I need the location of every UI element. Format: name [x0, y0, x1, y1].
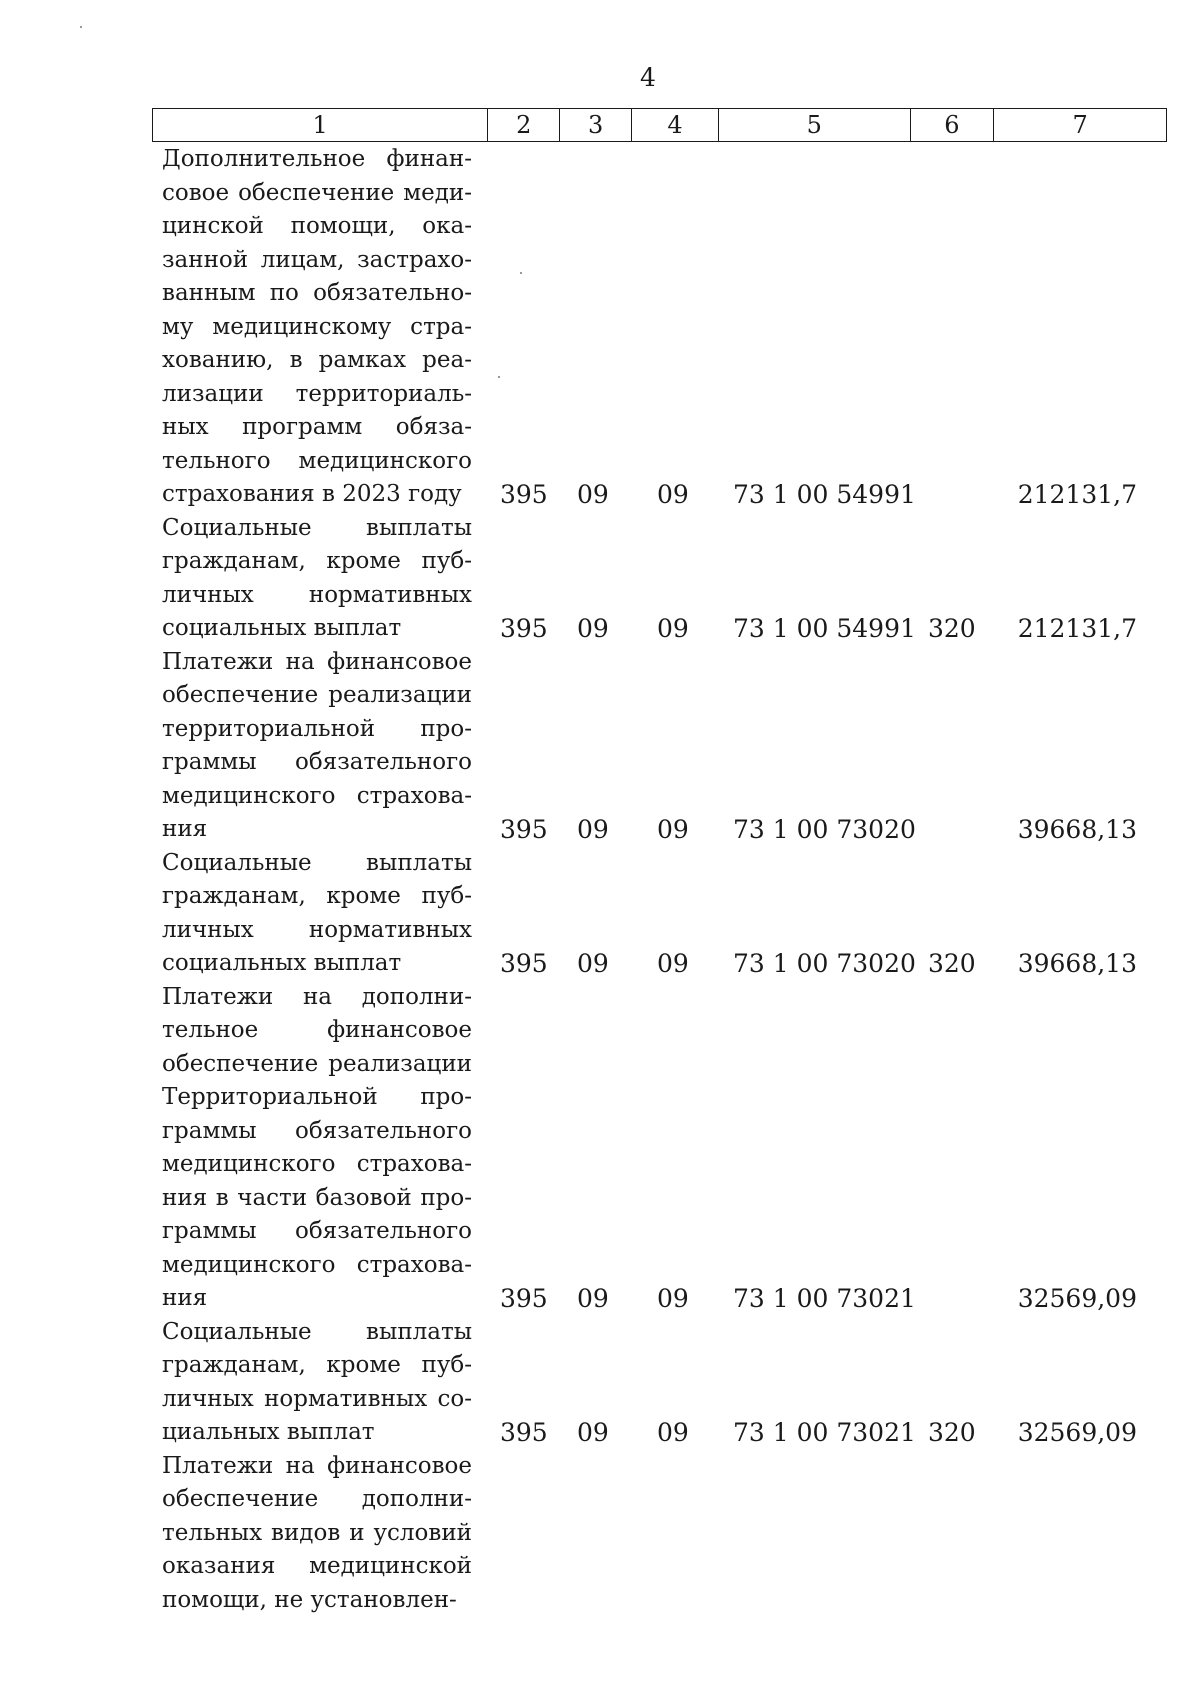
table-row: [0, 646, 1200, 847]
cell-col-2: 395: [500, 480, 548, 509]
table-header: [152, 108, 1167, 142]
description-line: обеспечение реализации: [162, 682, 472, 708]
cell-col-5: 73 1 00 54991: [733, 614, 916, 643]
description-line: занной лицам, застрахо-: [162, 246, 472, 273]
cell-col-3: 09: [577, 815, 609, 844]
row-description: [162, 981, 472, 1316]
description-line: ния в части базовой про-: [162, 1184, 472, 1211]
row-description: [162, 646, 472, 847]
description-line: совое обеспечение меди-: [162, 179, 472, 206]
table-row: [0, 1450, 1200, 1618]
description-line: социальных выплат: [162, 615, 402, 641]
cell-col-4: 09: [657, 1284, 689, 1313]
header-col-3: 3: [560, 109, 632, 141]
header-col-5: 5: [719, 109, 911, 141]
cell-col-7: 39668,13: [1017, 949, 1137, 978]
table-row: [0, 847, 1200, 981]
cell-col-3: 09: [577, 480, 609, 509]
description-line: хованию, в рамках реа-: [162, 347, 472, 373]
description-line: лизации территориаль-: [162, 380, 472, 407]
cell-col-3: 09: [577, 1418, 609, 1447]
table-row: [0, 512, 1200, 646]
cell-col-5: 73 1 00 73021: [733, 1418, 916, 1447]
cell-col-2: 395: [500, 1284, 548, 1313]
cell-col-7: 212131,7: [1017, 614, 1137, 643]
cell-col-5: 73 1 00 54991: [733, 480, 916, 509]
cell-col-6: 320: [928, 949, 976, 978]
row-description: [162, 1316, 472, 1450]
cell-col-7: 212131,7: [1017, 480, 1137, 509]
scan-speck: [80, 26, 82, 28]
scan-speck: [520, 272, 522, 274]
cell-col-5: 73 1 00 73020: [733, 949, 916, 978]
cell-col-7: 32569,09: [1017, 1284, 1137, 1313]
row-description: [162, 847, 472, 981]
description-line: граммы обязательного: [162, 749, 472, 775]
description-line: помощи, не установлен-: [162, 1586, 457, 1613]
cell-col-5: 73 1 00 73020: [733, 815, 916, 844]
description-line: гражданам, кроме пуб-: [162, 883, 472, 909]
description-line: социальных выплат: [162, 950, 402, 976]
scan-speck: [498, 376, 500, 378]
description-line: личных нормативных: [162, 581, 472, 608]
cell-col-2: 395: [500, 1418, 548, 1447]
description-line: обеспечение дополни-: [162, 1486, 472, 1512]
row-description: [162, 143, 472, 512]
cell-col-3: 09: [577, 614, 609, 643]
description-line: цинской помощи, ока-: [162, 213, 472, 239]
description-line: страхования в 2023 году: [162, 481, 462, 507]
description-line: оказания медицинской: [162, 1553, 472, 1579]
description-line: Социальные выплаты: [162, 849, 472, 876]
table-row: [0, 981, 1200, 1316]
header-col-1: 1: [153, 109, 488, 141]
header-col-6: 6: [911, 109, 995, 141]
description-line: тельное финансовое: [162, 1017, 472, 1043]
description-line: Социальные выплаты: [162, 1318, 472, 1345]
description-line: му медицинскому стра-: [162, 313, 472, 340]
description-line: граммы обязательного: [162, 1218, 472, 1244]
description-line: тельных видов и условий: [162, 1519, 472, 1546]
description-line: гражданам, кроме пуб-: [162, 548, 472, 574]
page-number: 4: [640, 63, 656, 92]
header-col-4: 4: [632, 109, 719, 141]
table-row: [0, 1316, 1200, 1450]
description-line: медицинского страхова-: [162, 782, 472, 809]
cell-col-4: 09: [657, 614, 689, 643]
description-line: ванным по обязательно-: [162, 280, 472, 306]
description-line: ных программ обяза-: [162, 414, 472, 440]
cell-col-6: 320: [928, 614, 976, 643]
description-line: тельного медицинского: [162, 447, 472, 474]
cell-col-4: 09: [657, 949, 689, 978]
description-line: Социальные выплаты: [162, 514, 472, 541]
description-line: Дополнительное финан-: [162, 146, 472, 172]
row-description: [162, 512, 472, 646]
description-line: Платежи на финансовое: [162, 1452, 472, 1479]
cell-col-4: 09: [657, 1418, 689, 1447]
cell-col-2: 395: [500, 815, 548, 844]
description-line: личных нормативных со-: [162, 1385, 472, 1412]
row-description: [162, 1450, 472, 1618]
description-line: личных нормативных: [162, 916, 472, 943]
description-line: Территориальной про-: [162, 1084, 472, 1110]
cell-col-2: 395: [500, 949, 548, 978]
header-col-2: 2: [488, 109, 560, 141]
description-line: Платежи на финансовое: [162, 648, 472, 675]
description-line: территориальной про-: [162, 715, 472, 742]
description-line: обеспечение реализации: [162, 1050, 472, 1077]
description-line: циальных выплат: [162, 1419, 375, 1445]
cell-col-4: 09: [657, 480, 689, 509]
description-line: медицинского страхова-: [162, 1151, 472, 1177]
cell-col-6: 320: [928, 1418, 976, 1447]
description-line: граммы обязательного: [162, 1117, 472, 1144]
cell-col-3: 09: [577, 1284, 609, 1313]
description-line: медицинского страхова-: [162, 1251, 472, 1278]
cell-col-4: 09: [657, 815, 689, 844]
header-col-7: 7: [1072, 111, 1088, 139]
cell-col-3: 09: [577, 949, 609, 978]
description-line: ния: [162, 1285, 208, 1311]
description-line: Платежи на дополни-: [162, 983, 472, 1010]
table-row: [0, 143, 1200, 512]
cell-col-7: 39668,13: [1017, 815, 1137, 844]
description-line: гражданам, кроме пуб-: [162, 1352, 472, 1378]
description-line: ния: [162, 816, 208, 842]
cell-col-7: 32569,09: [1017, 1418, 1137, 1447]
cell-col-2: 395: [500, 614, 548, 643]
cell-col-5: 73 1 00 73021: [733, 1284, 916, 1313]
